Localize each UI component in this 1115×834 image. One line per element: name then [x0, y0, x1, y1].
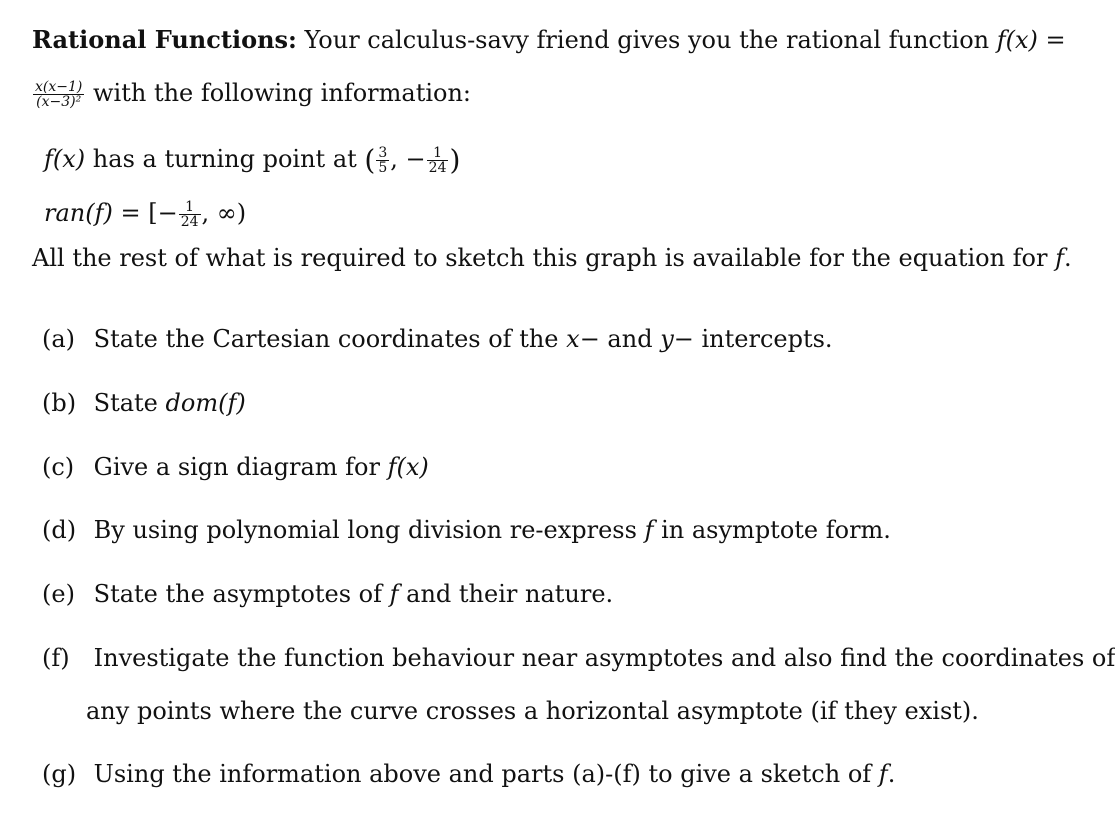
x-denominator: 5 [378, 160, 388, 176]
part-a-text-1: State the Cartesian coordinates of the [93, 325, 559, 353]
intro-text: Your calculus-savy friend gives you the rational function [304, 26, 990, 54]
part-g [42, 759, 895, 789]
part-label: (c) [42, 453, 75, 481]
part-e-text-1: State the asymptotes of [93, 580, 382, 608]
range-fraction [179, 200, 201, 229]
part-a-mid: − and [579, 325, 653, 353]
part-d-text-2: in asymptote form. [661, 516, 891, 544]
range-tail: , ∞) [201, 199, 247, 227]
note-f: f [1055, 244, 1065, 272]
domain-expr: dom(f) [165, 389, 246, 417]
part-d [42, 515, 891, 545]
part-label: (b) [42, 389, 77, 417]
function-fx: f(x) [387, 453, 429, 481]
part-f [42, 643, 1115, 673]
part-label: (e) [42, 580, 75, 608]
part-g-text: Using the information above and parts (a)-(f) to give a sketch of [93, 760, 872, 788]
part-b-text: State [93, 389, 158, 417]
note-line [32, 243, 1072, 273]
x-numerator: 3 [378, 145, 388, 161]
var-x: x [566, 325, 580, 353]
part-g-period: . [887, 760, 896, 788]
fraction-denominator: (x−3)² [36, 94, 82, 110]
part-f-line-1: Investigate the function behaviour near asymptotes and also find the coordinates of [93, 644, 1115, 672]
turning-point-line [44, 144, 460, 176]
function-fraction [33, 80, 84, 109]
part-a [42, 324, 833, 354]
intro-text-2: with the following information: [93, 79, 471, 107]
part-a-text-2: − intercepts. [673, 325, 833, 353]
close-paren: ) [449, 143, 461, 177]
range-numerator: 1 [179, 200, 201, 215]
part-b [42, 388, 246, 418]
y-denominator: 24 [428, 160, 447, 176]
var-f: f [644, 516, 654, 544]
part-f-continuation [86, 696, 979, 726]
var-y: y [660, 325, 674, 353]
section-heading: Rational Functions: [32, 25, 297, 54]
y-numerator: 1 [427, 146, 449, 161]
var-f: f [878, 760, 888, 788]
turning-y-fraction [427, 146, 449, 175]
part-e-text-2: and their nature. [406, 580, 614, 608]
part-label: (a) [42, 325, 76, 353]
part-c [42, 452, 429, 482]
equals-sign: = [1045, 26, 1066, 54]
part-c-text: Give a sign diagram for [93, 453, 380, 481]
part-label: (d) [42, 516, 77, 544]
function-fx: f(x) [996, 26, 1038, 54]
function-fx: f(x) [44, 145, 86, 173]
var-f: f [389, 580, 399, 608]
open-paren: ( [364, 143, 376, 177]
part-f-line-2: any points where the curve crosses a horizontal asymptote (if they exist). [86, 697, 979, 725]
fraction-numerator: x(x−1) [35, 79, 83, 95]
intro-line-2 [32, 78, 471, 109]
note-text: All the rest of what is required to sketch this graph is available for the equation for [32, 244, 1048, 272]
turning-x-fraction [376, 146, 389, 175]
part-e [42, 579, 613, 609]
note-period: . [1064, 244, 1072, 272]
part-d-text-1: By using polynomial long division re-express [93, 516, 637, 544]
range-lhs: ran(f) [44, 199, 113, 227]
range-denominator: 24 [180, 214, 199, 230]
range-eq-open: = [− [120, 199, 178, 227]
turning-text: has a turning point at [92, 145, 357, 173]
part-label: (f) [42, 644, 70, 672]
part-label: (g) [42, 760, 77, 788]
intro-line-1 [32, 25, 1066, 55]
range-line [44, 198, 246, 229]
comma-minus: , − [390, 145, 426, 173]
